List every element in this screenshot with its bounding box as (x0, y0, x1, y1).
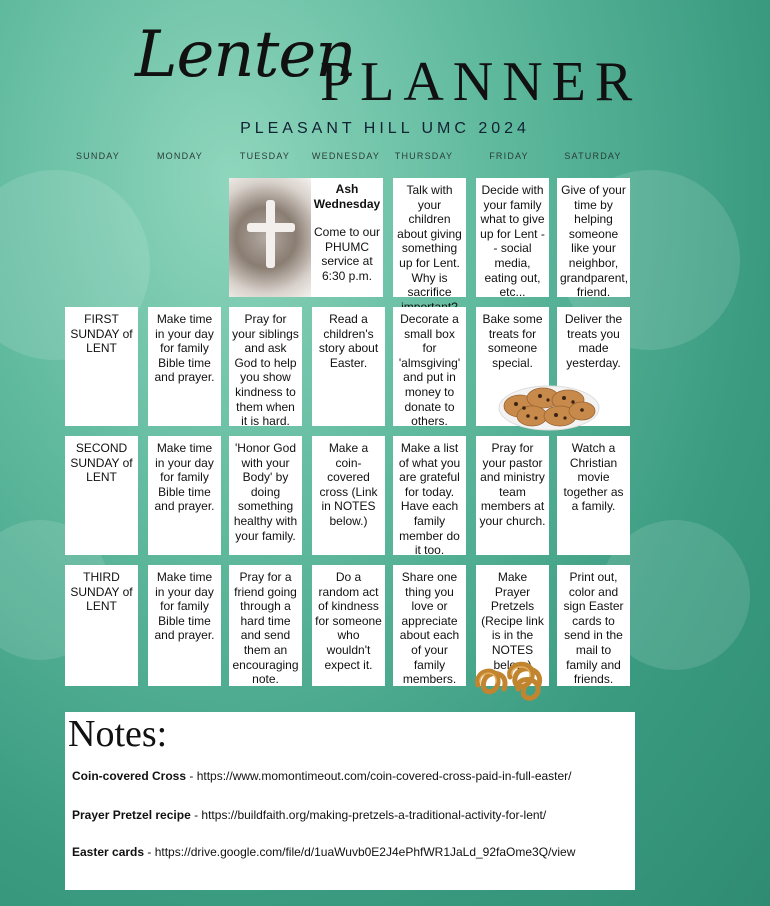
ash-body: Come to our PHUMC service at 6:30 p.m. (313, 225, 381, 283)
subtitle: PLEASANT HILL UMC 2024 (240, 120, 530, 137)
cell-w3-saturday: Watch a Christian movie together as a family. (557, 436, 630, 555)
notes-heading: Notes: (68, 713, 168, 755)
ash-cross-image (229, 178, 311, 297)
note-label: Coin-covered Cross (72, 769, 187, 783)
note-link[interactable]: https://www.momontimeout.com/coin-covered-cross-paid-in-full-easter/ (196, 769, 572, 783)
day-thursday: THURSDAY (394, 151, 454, 161)
ash-title: Ash Wednesday (313, 182, 381, 211)
cell-w3-wednesday: Make a coin-covered cross (Link in NOTES below.) (312, 436, 385, 555)
day-tuesday: TUESDAY (239, 151, 291, 161)
cell-w2-wednesday: Read a children's story about Easter. (312, 307, 385, 426)
cell-w4-saturday: Print out, color and sign Easter cards to send in the mail to family and friends. (557, 565, 630, 686)
cell-w2-monday: Make time in your day for family Bible time and prayer. (148, 307, 221, 426)
ash-text (311, 180, 383, 284)
cross-icon-bar (247, 223, 295, 232)
note-label: Easter cards (72, 845, 145, 859)
notes-panel (65, 712, 635, 890)
cell-w3-thursday: Make a list of what you are grateful for today. Have each family member do it too. (393, 436, 466, 555)
cell-ash-wednesday (229, 178, 383, 297)
cell-w1-saturday: Give of your time by helping someone like your neighbor, grandparent, friend. (557, 178, 630, 297)
pretzels-icon (470, 655, 554, 703)
day-saturday: SATURDAY (564, 151, 622, 161)
cell-w3-tuesday: 'Honor God with your Body' by doing something healthy with your family. (229, 436, 302, 555)
cross-icon (266, 200, 275, 268)
title-main: PLANNER (320, 51, 642, 113)
cell-w2-tuesday: Pray for your siblings and ask God to help you show kindness to them when it is hard. (229, 307, 302, 426)
note-link[interactable]: https://drive.google.com/file/d/1uaWuvb0E2J4ePhfWR1JaLd_92faOme3Q/view (154, 845, 576, 859)
title-script: Lenten (135, 18, 356, 92)
note-coin-cross: Coin-covered Cross - https://www.momontimeout.com/coin-covered-cross-paid-in-full-easter/ (72, 769, 572, 783)
cell-w4-thursday: Share one thing you love or appreciate about each of your family members. (393, 565, 466, 686)
note-label: Prayer Pretzel recipe (72, 808, 191, 822)
cell-w3-monday: Make time in your day for family Bible time and prayer. (148, 436, 221, 555)
cell-w2-thursday: Decorate a small box for 'almsgiving' and put in money to donate to others. (393, 307, 466, 426)
note-prayer-pretzel: Prayer Pretzel recipe - https://buildfaith.org/making-pretzels-a-traditional-activity-for-lent/ (72, 808, 547, 822)
cell-w3-friday: Pray for your pastor and ministry team members at your church. (476, 436, 549, 555)
day-monday: MONDAY (156, 151, 204, 161)
note-easter-cards: Easter cards - https://drive.google.com/file/d/1uaWuvb0E2J4ePhfWR1JaLd_92faOme3Q/view (72, 845, 576, 859)
note-link[interactable]: https://buildfaith.org/making-pretzels-a-traditional-activity-for-lent/ (201, 808, 547, 822)
cell-w3-sunday: SECOND SUNDAY of LENT (65, 436, 138, 555)
cell-w4-wednesday: Do a random act of kindness for someone who wouldn't expect it. (312, 565, 385, 686)
cell-w4-tuesday: Pray for a friend going through a hard time and send them an encouraging note. (229, 565, 302, 686)
cookies-icon (498, 378, 600, 432)
cell-w2-friday: Bake some treats for someone special. (476, 307, 549, 426)
cell-w2-sunday: FIRST SUNDAY of LENT (65, 307, 138, 426)
cell-w4-friday: Make Prayer Pretzels (Recipe link is in the NOTES below.) (476, 565, 549, 686)
day-wednesday: WEDNESDAY (311, 151, 381, 161)
cell-w2-saturday: Deliver the treats you made yesterday. (557, 307, 630, 426)
cell-w1-friday: Decide with your family what to give up for Lent - - social media, eating out, etc... (476, 178, 549, 297)
day-sunday: SUNDAY (75, 151, 121, 161)
cell-w4-monday: Make time in your day for family Bible time and prayer. (148, 565, 221, 686)
cell-w4-sunday: THIRD SUNDAY of LENT (65, 565, 138, 686)
day-friday: FRIDAY (489, 151, 529, 161)
cell-w1-thursday: Talk with your children about giving something up for Lent. Why is sacrifice (393, 178, 466, 297)
